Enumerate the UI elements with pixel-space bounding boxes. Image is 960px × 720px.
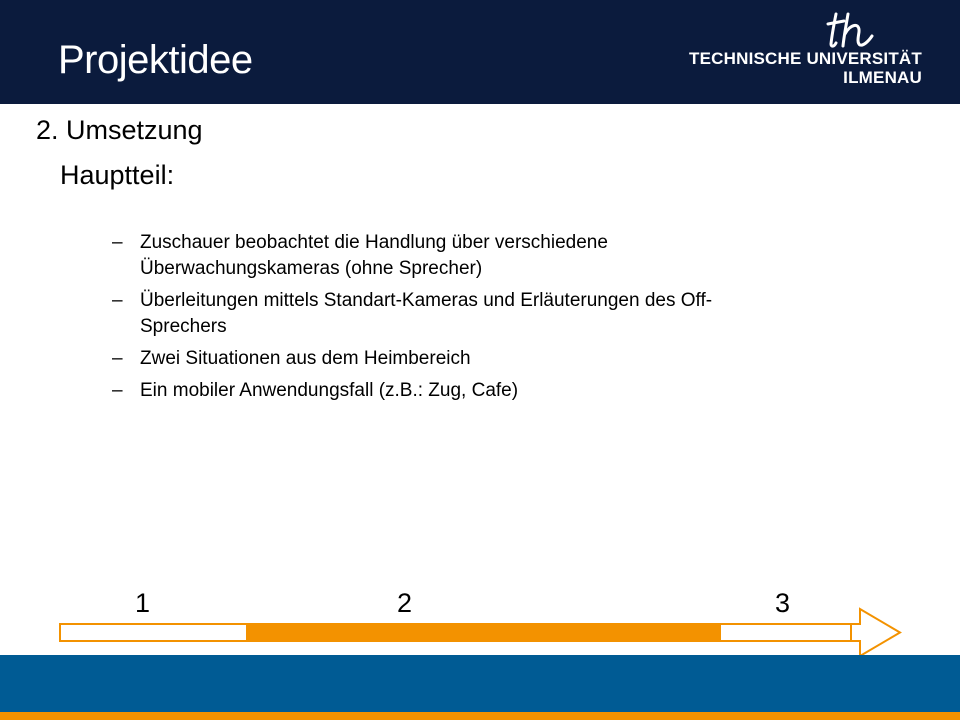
tu-ilmenau-logo-icon xyxy=(826,10,880,50)
bullet-item xyxy=(112,378,872,404)
footer-orange-band xyxy=(0,712,960,720)
header-bar xyxy=(0,0,960,104)
timeline-label-2: 2 xyxy=(397,588,413,618)
bullet-text-cont: Sprechers xyxy=(140,316,227,337)
timeline-arrow xyxy=(58,606,906,660)
timeline-arrowhead xyxy=(851,609,900,656)
footer-blue-band xyxy=(0,655,960,712)
bullet-text: Ein mobiler Anwendungsfall (z.B.: Zug, Cafe) xyxy=(140,380,519,401)
timeline-label-3: 3 xyxy=(775,588,791,618)
logo-text-university: TECHNISCHE UNIVERSITÄT xyxy=(689,49,922,68)
bullet-dash: – xyxy=(112,380,123,401)
bullet-item xyxy=(112,288,872,340)
bullet-text: Zwei Situationen aus dem Heimbereich xyxy=(140,348,471,369)
timeline-segment-3 xyxy=(720,624,851,641)
bullet-dash: – xyxy=(112,348,123,369)
bullet-text: Überleitungen mittels Standart-Kameras und Erläuterungen des Off- xyxy=(140,290,713,311)
timeline-label-1: 1 xyxy=(135,588,151,618)
logo-text-city: ILMENAU xyxy=(843,68,922,87)
subsection-heading: Hauptteil: xyxy=(60,160,175,190)
timeline-segment-2 xyxy=(247,624,720,641)
bullet-text: Zuschauer beobachtet die Handlung über verschiedene xyxy=(140,232,608,253)
bullet-dash: – xyxy=(112,232,123,253)
bullet-item xyxy=(112,346,872,372)
bullet-item xyxy=(112,230,872,282)
section-heading: 2. Umsetzung xyxy=(36,115,203,145)
bullet-dash: – xyxy=(112,290,123,311)
slide-title: Projektidee xyxy=(58,38,253,82)
timeline-segment-1 xyxy=(60,624,247,641)
bullet-list xyxy=(112,230,872,410)
bullet-text-cont: Überwachungskameras (ohne Sprecher) xyxy=(140,258,483,279)
